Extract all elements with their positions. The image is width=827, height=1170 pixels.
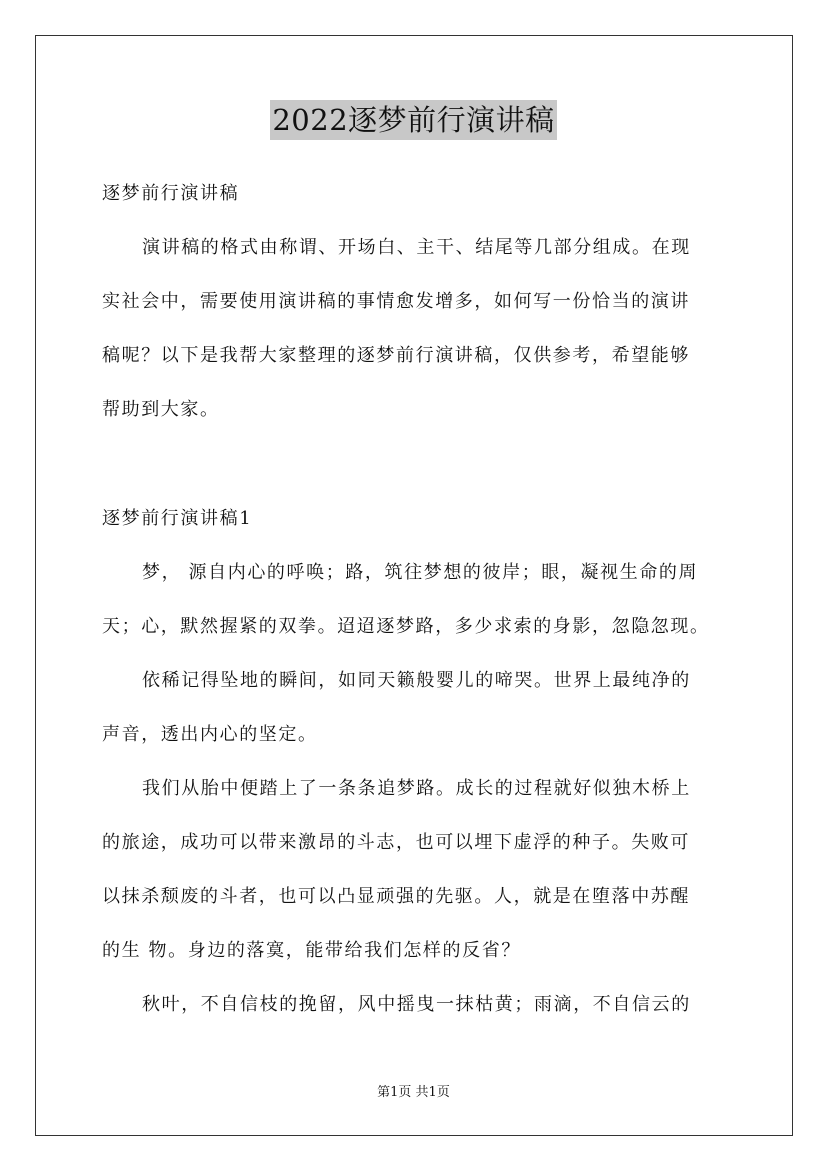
body-line-8: 的生 物。身边的落寞，能带给我们怎样的反省？ [102, 940, 521, 961]
body-line-6: 的旅途，成功可以带来激昂的斗志，也可以埋下虚浮的种子。失败可 [102, 832, 690, 853]
intro-line-2: 实社会中，需要使用演讲稿的事情愈发增多，如何写一份恰当的演讲 [102, 291, 690, 312]
section-heading: 逐梦前行演讲稿 [102, 183, 240, 204]
page-footer: 第1页 共1页 [377, 1085, 450, 1100]
intro-line-3: 稿呢？以下是我帮大家整理的逐梦前行演讲稿，仅供参考，希望能够 [102, 345, 690, 366]
document-title: 2022逐梦前行演讲稿 [270, 100, 556, 140]
body-line-4: 声音，透出内心的坚定。 [102, 724, 318, 745]
body-line-5: 我们从胎中便踏上了一条条追梦路。成长的过程就好似独木桥上 [142, 778, 691, 799]
body-line-3: 依稀记得坠地的瞬间，如同天籁般婴儿的啼哭。世界上最纯净的 [142, 670, 691, 691]
body-line-2: 天；心，默然握紧的双拳。迢迢逐梦路，多少求索的身影，忽隐忽现。 [102, 616, 710, 637]
intro-line-1: 演讲稿的格式由称谓、开场白、主干、结尾等几部分组成。在现 [142, 237, 691, 258]
speech-heading: 逐梦前行演讲稿1 [102, 508, 253, 529]
body-line-7: 以抹杀颓废的斗者，也可以凸显顽强的先驱。人，就是在堕落中苏醒 [102, 886, 690, 907]
title-container [0, 100, 827, 140]
body-line-1: 梦， 源自内心的呼唤；路，筑往梦想的彼岸；眼，凝视生命的周 [142, 562, 699, 583]
body-line-9: 秋叶，不自信枝的挽留，风中摇曳一抹枯黄；雨滴，不自信云的 [142, 994, 691, 1015]
intro-line-4: 帮助到大家。 [102, 399, 220, 420]
